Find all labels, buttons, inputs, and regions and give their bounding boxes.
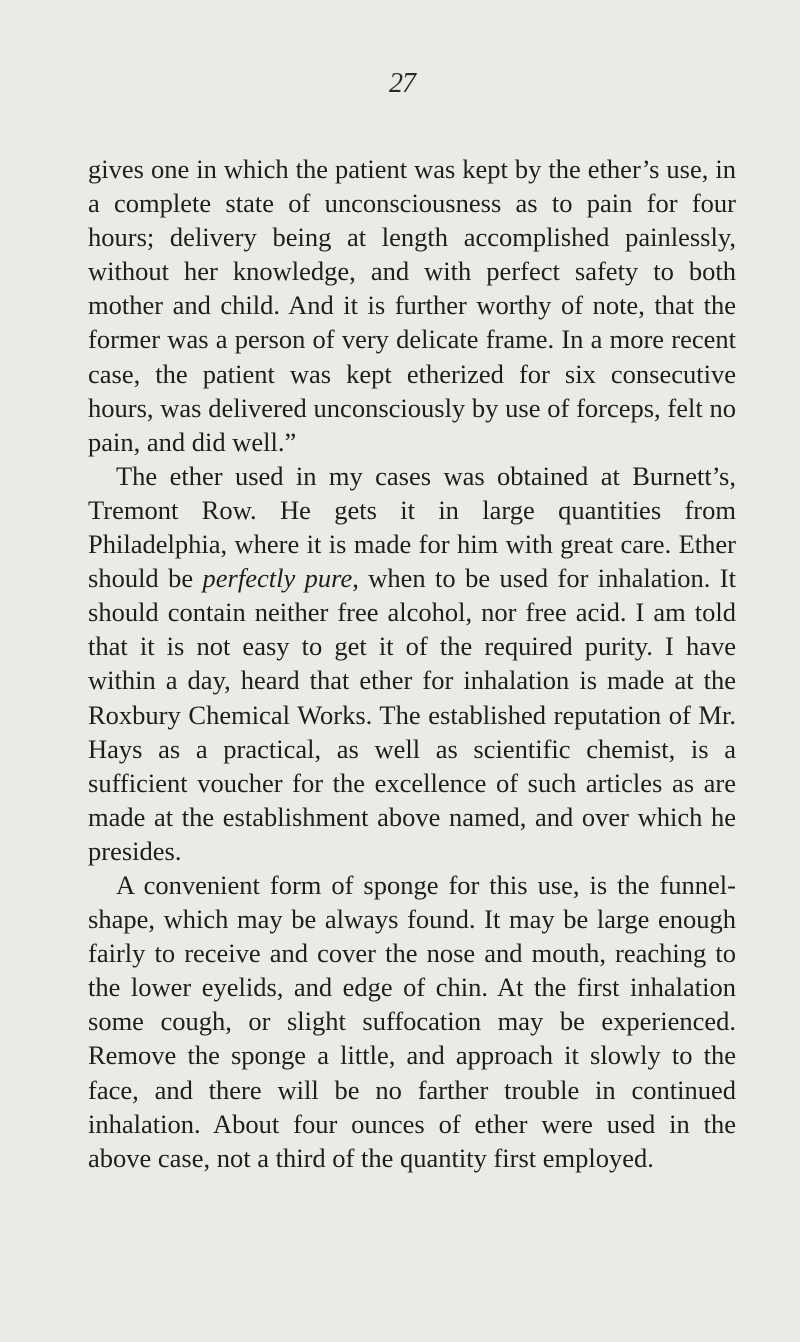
page-number: 27: [389, 68, 415, 99]
paragraph-3-text: A convenient form of sponge for this use, is the funnel-shape, which may be always found. It may be large enough fairly to receive and cover the nose and mouth, reaching to the lower eyelids, and edge of chin. At the first inhalation some cough, or slight suffocation may be experienced. Remove the sponge a little, and approach it slowly to the face, and there will be no farther trouble in continued inhalation. About four ounces of ether were used in the above case, not a third of the quantity first employed.: [88, 869, 736, 1173]
paragraph-1: [88, 152, 736, 459]
paragraph-2-text-a: The ether used in my cases was obtained at Burnett’s, Tremont Row. He gets it in large quantities from Philadelphia, where it is made for him with great care. Ether should be: [88, 460, 736, 594]
paragraph-1-text: gives one in which the patient was kept by the ether’s use, in a complete state of unconsciousness as to pain for four hours; delivery being at length accomplished painlessly, without her knowledge, and with perfect safety to both mother and child. And it is further worthy of note, that the former was a person of very delicate frame. In a more recent case, the patient was kept etherized for six consecutive hours, was delivered unconsciously by use of forceps, felt no pain, and did well.”: [88, 154, 736, 457]
paragraph-3: [88, 868, 736, 1175]
paragraph-2: [88, 459, 736, 868]
body-text: [88, 152, 736, 1175]
emphasis-perfectly-pure: perfectly pure: [202, 563, 353, 594]
paragraph-2-text-b: , when to be used for inhalation. It should contain neither free alcohol, nor free acid. I am told that it is not easy to get it of the required purity. I have within a day, heard that ether for inhalation is made at the Roxbury Chemical Works. The established reputation of Mr. Hays as a practical, as well as scientific chemist, is a sufficient voucher for the excellence of such articles as are made at the establishment above named, and over which he presides.: [88, 563, 736, 866]
